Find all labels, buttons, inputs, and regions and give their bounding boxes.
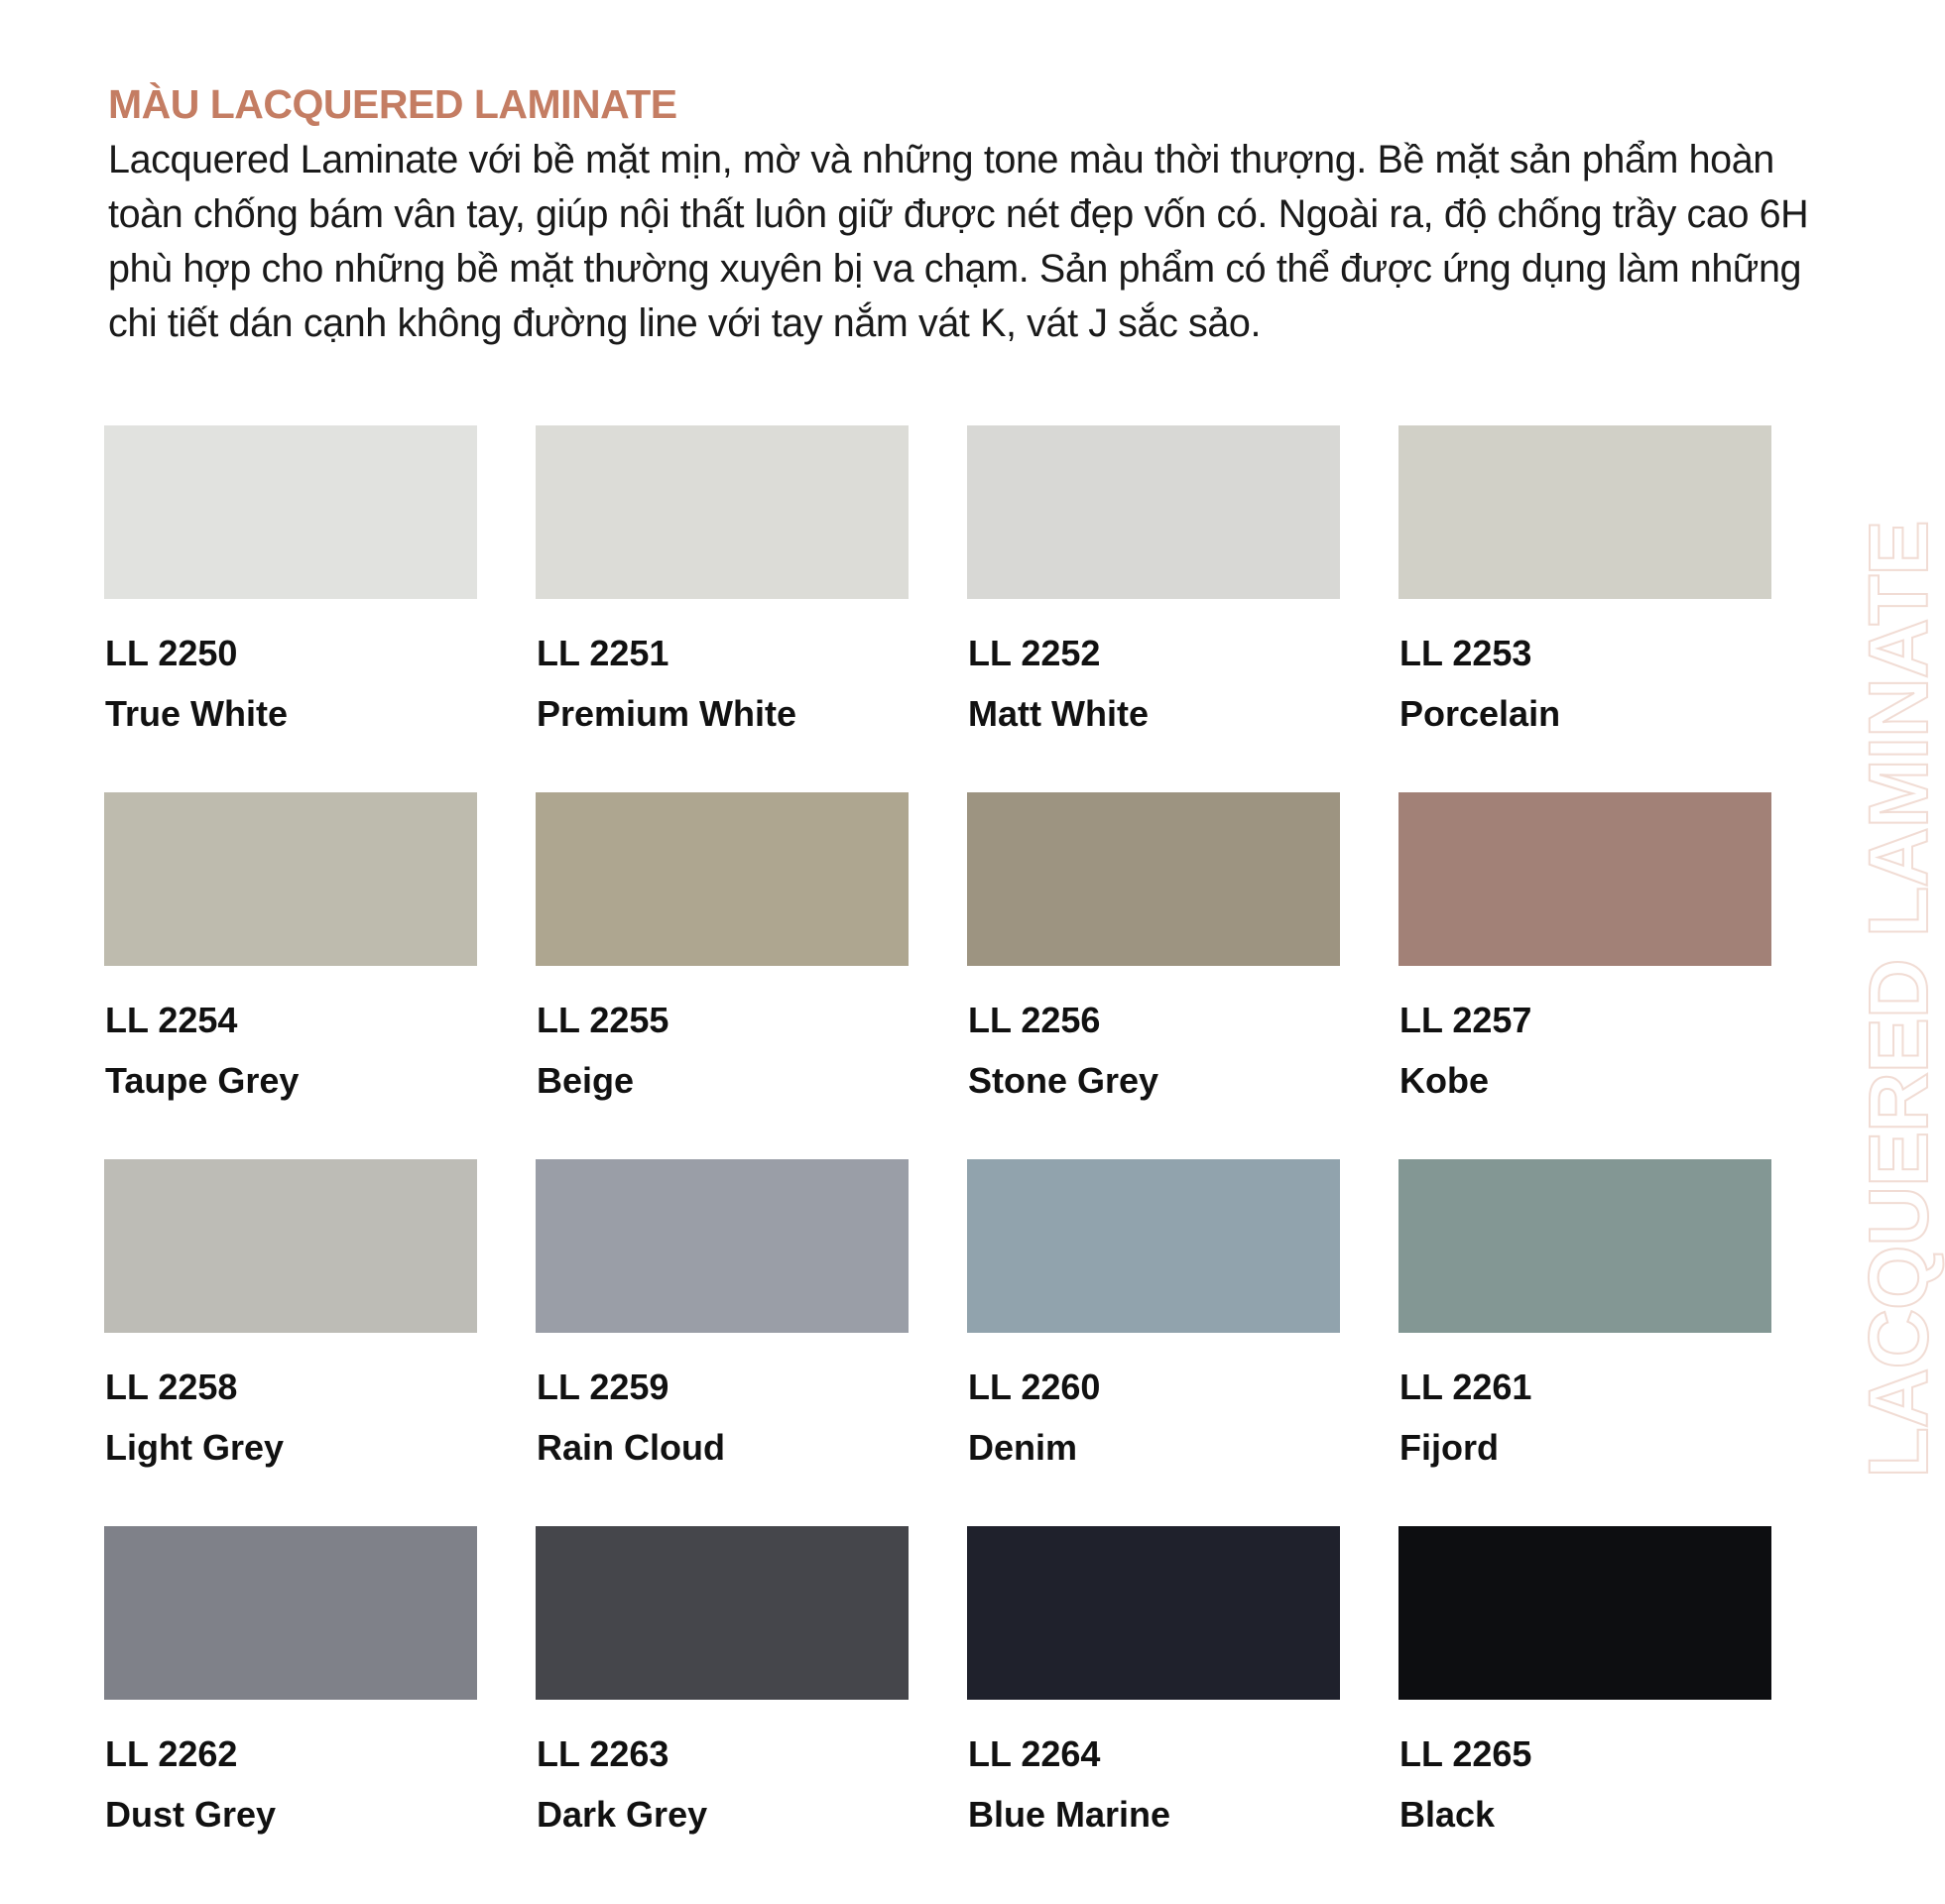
swatch-card <box>1398 792 1771 1159</box>
swatch-code: LL 2260 <box>968 1367 1101 1407</box>
swatch-code: LL 2258 <box>105 1367 238 1407</box>
swatch-card <box>1398 425 1771 792</box>
swatch-code: LL 2255 <box>537 1000 669 1040</box>
swatch-name: Rain Cloud <box>537 1427 725 1468</box>
color-swatch <box>536 425 909 599</box>
swatch-name: Kobe <box>1399 1060 1489 1101</box>
swatch-card <box>967 792 1340 1159</box>
swatch-card <box>967 1526 1340 1893</box>
color-swatch <box>1398 1526 1771 1700</box>
swatch-name: Denim <box>968 1427 1078 1468</box>
swatch-card <box>1398 1526 1771 1893</box>
color-swatch <box>104 1159 477 1333</box>
color-swatch <box>1398 425 1771 599</box>
swatch-code: LL 2262 <box>105 1733 238 1774</box>
swatch-code: LL 2264 <box>968 1733 1101 1774</box>
swatch-card <box>104 1159 477 1526</box>
color-swatch <box>1398 1159 1771 1333</box>
swatch-code: LL 2251 <box>537 633 669 673</box>
page-title: MÀU LACQUERED LAMINATE <box>108 81 677 127</box>
swatch-code: LL 2253 <box>1399 633 1532 673</box>
swatch-name: Fijord <box>1399 1427 1499 1468</box>
swatch-code: LL 2263 <box>537 1733 669 1774</box>
color-swatch <box>1398 792 1771 966</box>
color-swatch <box>536 1526 909 1700</box>
side-label: LACQUERED LAMINATE <box>1852 521 1945 1479</box>
color-swatch <box>967 1159 1340 1333</box>
color-swatch <box>967 1526 1340 1700</box>
swatch-code: LL 2265 <box>1399 1733 1532 1774</box>
swatch-card <box>967 425 1340 792</box>
swatch-code: LL 2252 <box>968 633 1101 673</box>
color-swatch <box>536 1159 909 1333</box>
swatch-card <box>967 1159 1340 1526</box>
swatch-name: Dust Grey <box>105 1794 277 1835</box>
color-swatch <box>967 792 1340 966</box>
color-swatch <box>536 792 909 966</box>
swatch-code: LL 2250 <box>105 633 238 673</box>
swatch-name: Dark Grey <box>537 1794 708 1835</box>
swatch-card <box>536 1159 909 1526</box>
swatch-card <box>104 792 477 1159</box>
color-swatch-grid <box>104 425 1771 1893</box>
swatch-name: Matt White <box>968 693 1149 734</box>
swatch-code: LL 2257 <box>1399 1000 1532 1040</box>
swatch-code: LL 2259 <box>537 1367 669 1407</box>
swatch-name: Stone Grey <box>968 1060 1159 1101</box>
swatch-name: Blue Marine <box>968 1794 1171 1835</box>
color-swatch <box>104 425 477 599</box>
swatch-card <box>104 425 477 792</box>
swatch-card <box>536 425 909 792</box>
product-description: Lacquered Laminate với bề mặt mịn, mờ và những tone màu thời thượng. Bề mặt sản phẩm hoàn toàn chống bám vân tay, giúp nội thất luôn giữ được nét đẹp vốn có. Ngoài ra, độ chống trầy cao 6H phù hợp cho những bề mặt thường xuyên bị va chạm. Sản phẩm có thể được ứng dụng làm những chi tiết dán cạnh không đường line với tay nắm vát K, vát J sắc sảo. <box>108 138 1809 345</box>
swatch-name: True White <box>105 693 289 734</box>
swatch-name: Black <box>1399 1794 1496 1835</box>
swatch-code: LL 2261 <box>1399 1367 1532 1407</box>
swatch-name: Light Grey <box>105 1427 285 1468</box>
swatch-name: Porcelain <box>1399 693 1561 734</box>
swatch-card <box>104 1526 477 1893</box>
color-swatch <box>104 792 477 966</box>
color-swatch <box>967 425 1340 599</box>
swatch-name: Beige <box>537 1060 635 1101</box>
swatch-card <box>1398 1159 1771 1526</box>
color-swatch <box>104 1526 477 1700</box>
swatch-code: LL 2256 <box>968 1000 1101 1040</box>
swatch-name: Premium White <box>537 693 797 734</box>
swatch-name: Taupe Grey <box>105 1060 300 1101</box>
swatch-code: LL 2254 <box>105 1000 238 1040</box>
page-header <box>108 79 1814 351</box>
swatch-card <box>536 1526 909 1893</box>
swatch-card <box>536 792 909 1159</box>
